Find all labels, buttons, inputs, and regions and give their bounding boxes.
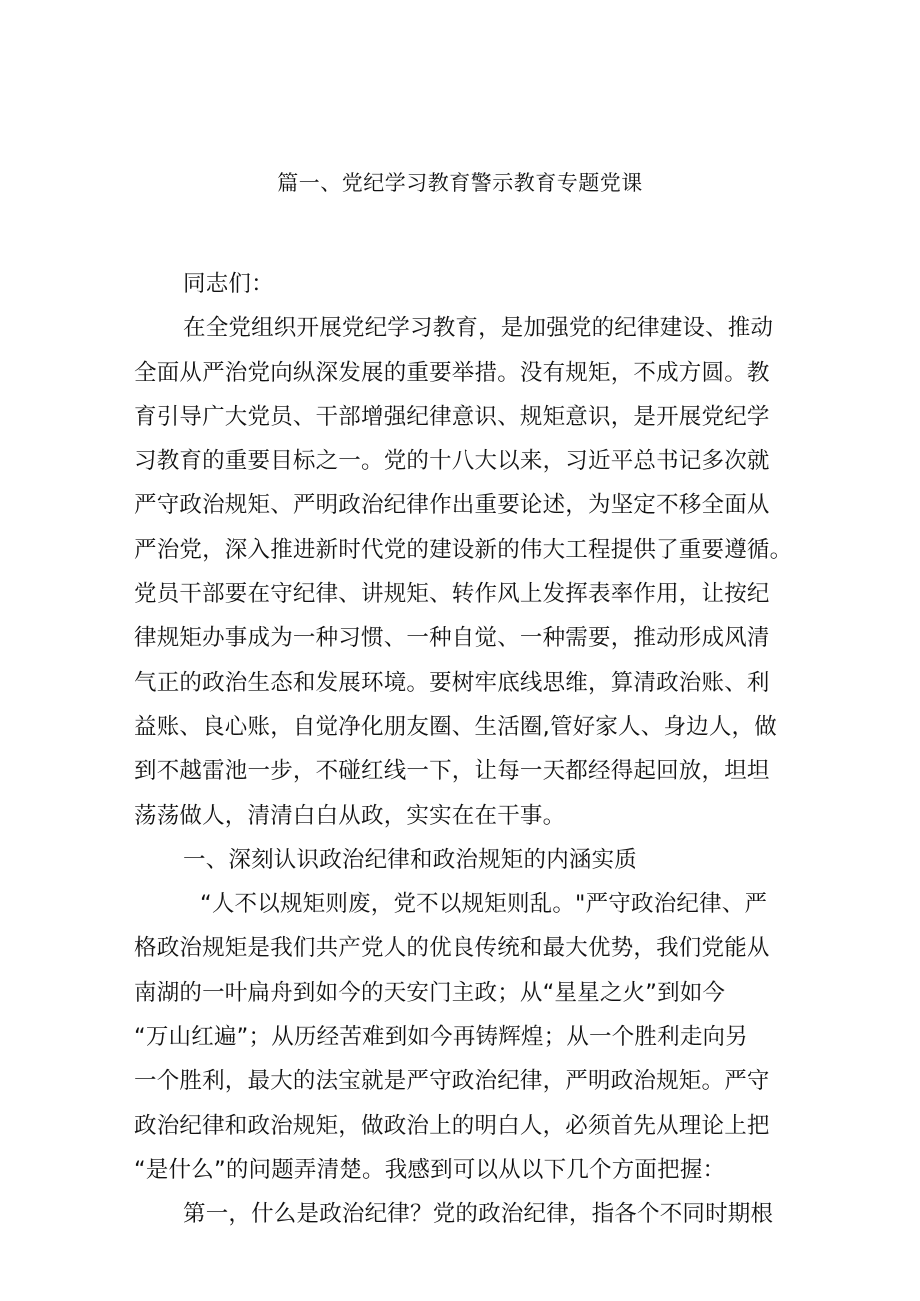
paragraph-line: “万山红遍”；从历经苦难到如今再铸辉煌；从一个胜利走向另	[134, 1024, 748, 1051]
paragraph-line: 格政治规矩是我们共产党人的优良传统和最大优势，我们党能从	[134, 935, 770, 962]
paragraph-line: 党员干部要在守纪律、讲规矩、转作风上发挥表率作用，让按纪	[134, 581, 770, 608]
document-title: 篇一、党纪学习教育警示教育专题党课	[277, 171, 643, 195]
salutation: 同志们：	[183, 271, 274, 297]
paragraph-line: 一个胜利，最大的法宝就是严守政治纪律，严明政治规矩。严守	[134, 1068, 770, 1095]
document-body	[134, 262, 793, 1237]
paragraph-line: 荡荡做人，清清白白从政，实实在在干事。	[134, 802, 566, 829]
paragraph-line: 在全党组织开展党纪学习教育，是加强党的纪律建设、推动	[183, 315, 774, 342]
paragraph-line: 严守政治规矩、严明政治纪律作出重要论述，为坚定不移全面从	[134, 492, 770, 519]
paragraph-line: 气正的政治生态和发展环境。要树牢底线思维，算清政治账、利	[134, 669, 770, 696]
paragraph-line: 习教育的重要目标之一。党的十八大以来，习近平总书记多次就	[134, 448, 770, 475]
paragraph-line: 南湖的一叶扁舟到如今的天安门主政；从“星星之火”到如今	[134, 979, 726, 1006]
paragraph-line: 益账、良心账，自觉净化朋友圈、生活圈,管好家人、身边人，做	[134, 713, 777, 740]
paragraph-line: 第一，什么是政治纪律？党的政治纪律，指各个不同时期根	[183, 1201, 774, 1228]
paragraph-line: 到不越雷池一步，不碰红线一下，让每一天都经得起回放，坦坦	[134, 758, 770, 785]
section-heading: 一、深刻认识政治纪律和政治规矩的内涵实质	[183, 846, 638, 873]
paragraph-line: 全面从严治党向纵深发展的重要举措。没有规矩，不成方圆。教	[134, 359, 770, 386]
paragraph-line: “是什么”的问题弄清楚。我感到可以从以下几个方面把握：	[134, 1156, 726, 1183]
paragraph-line: 育引导广大党员、干部增强纪律意识、规矩意识，是开展党纪学	[134, 403, 770, 430]
paragraph-line: “人不以规矩则废，党不以规矩则乱。"严守政治纪律、严	[200, 891, 768, 918]
paragraph-line: 律规矩办事成为一种习惯、一种自觉、一种需要，推动形成风清	[134, 625, 770, 652]
paragraph-line: 政治纪律和政治规矩，做政治上的明白人，必须首先从理论上把	[134, 1112, 770, 1139]
paragraph-line: 严治党，深入推进新时代党的建设新的伟大工程提供了重要遵循。	[134, 536, 793, 563]
